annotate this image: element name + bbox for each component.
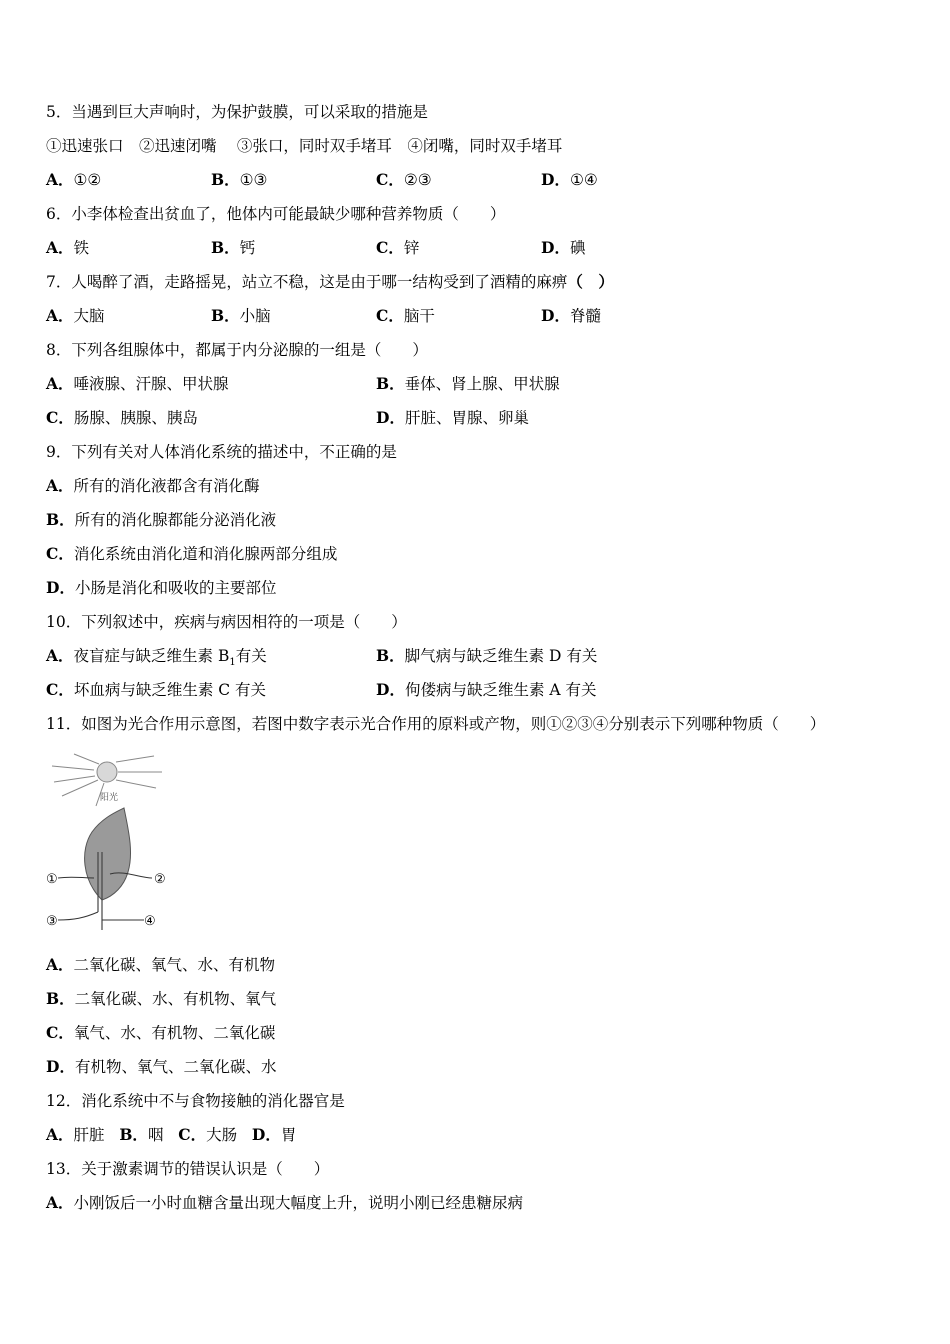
q11-option-b: B．二氧化碳、水、有机物、氧气 — [46, 989, 277, 1008]
marker-4: ④ — [144, 914, 156, 929]
q11-option-d: D．有机物、氧气、二氧化碳、水 — [46, 1057, 277, 1076]
q10-option-a: A．夜盲症与缺乏维生素 $B_1$有关 — [46, 646, 267, 669]
q10-option-c: C．坏血病与缺乏维生素 C 有关 — [46, 680, 267, 699]
q5-option-b: B．①③ — [211, 170, 268, 189]
q13-stem: 13．关于激素调节的错误认识是（ ） — [46, 1160, 330, 1178]
q10-stem: 10．下列叙述中，疾病与病因相符的一项是（ ） — [46, 613, 407, 631]
q8-option-b: B．垂体、肾上腺、甲状腺 — [376, 374, 560, 393]
photosynthesis-figure — [44, 752, 184, 932]
q13-option-a: A．小刚饭后一小时血糖含量出现大幅度上升，说明小刚已经患糖尿病 — [46, 1193, 524, 1212]
q6-option-c: C．锌 — [376, 238, 420, 257]
q5-option-a: A．①② — [46, 170, 102, 189]
q5-option-c: C．②③ — [376, 170, 432, 189]
q6-stem: 6．小李体检查出贫血了，他体内可能最缺少哪种营养物质（ ） — [46, 205, 506, 223]
leaf-shape — [85, 808, 131, 900]
q5-items: ①迅速张口 ②迅速闭嘴 ③张口，同时双手堵耳 ④闭嘴，同时双手堵耳 — [46, 137, 563, 155]
q9-option-d: D．小肠是消化和吸收的主要部位 — [46, 578, 277, 597]
q7-option-b: B．小脑 — [211, 306, 271, 325]
q9-option-b: B．所有的消化腺都能分泌消化液 — [46, 510, 277, 529]
q9-stem: 9．下列有关对人体消化系统的描述中，不正确的是 — [46, 443, 397, 461]
q8-option-d: D．肝脏、胃腺、卵巢 — [376, 408, 529, 427]
q11-option-c: C．氧气、水、有机物、二氧化碳 — [46, 1023, 276, 1042]
q6-option-a: A．铁 — [46, 238, 90, 257]
q5-stem: 5．当遇到巨大声响时，为保护鼓膜，可以采取的措施是 — [46, 103, 428, 121]
q10-option-d: D．佝偻病与缺乏维生素 A 有关 — [376, 680, 597, 699]
q8-stem: 8．下列各组腺体中，都属于内分泌腺的一组是（ ） — [46, 341, 428, 359]
marker-3: ③ — [46, 914, 58, 929]
q6-option-d: D．碘 — [541, 238, 586, 257]
q7-option-a: A．大脑 — [46, 306, 105, 325]
q8-option-c: C．肠腺、胰腺、胰岛 — [46, 408, 198, 427]
q7-paren: （ ） — [567, 272, 614, 291]
marker-1: ① — [46, 872, 58, 887]
marker-2: ② — [154, 872, 166, 887]
q10-option-b: B．脚气病与缺乏维生素 D 有关 — [376, 646, 598, 665]
q11-option-a: A．二氧化碳、氧气、水、有机物 — [46, 955, 276, 974]
q12-options: A．肝脏 B．咽 C．大肠 D．胃 — [46, 1125, 297, 1144]
q9-option-a: A．所有的消化液都含有消化酶 — [46, 476, 260, 495]
q12-stem: 12．消化系统中不与食物接触的消化器官是 — [46, 1092, 345, 1110]
q7-stem: 7．人喝醉了酒，走路摇晃，站立不稳，这是由于哪一结构受到了酒精的麻痹（ ） — [46, 272, 614, 291]
q6-option-b: B．钙 — [211, 238, 256, 257]
q7-option-d: D．脊髓 — [541, 306, 601, 325]
sunlight-label: 阳光 — [100, 793, 119, 803]
q8-option-a: A．唾液腺、汗腺、甲状腺 — [46, 374, 229, 393]
q11-stem: 11．如图为光合作用示意图，若图中数字表示光合作用的原料或产物，则①②③④分别表示下列哪种物质（ ） — [46, 715, 826, 733]
q9-option-c: C．消化系统由消化道和消化腺两部分组成 — [46, 544, 338, 563]
q7-option-c: C．脑干 — [376, 306, 435, 325]
q5-option-d: D．①④ — [541, 170, 598, 189]
